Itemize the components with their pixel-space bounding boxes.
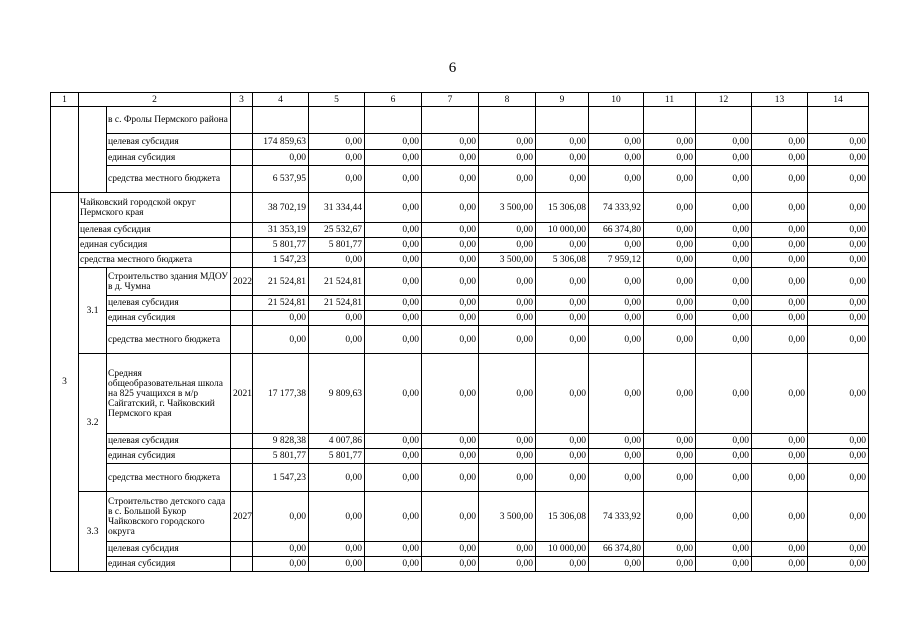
value-cell: 0,00 [589, 311, 644, 326]
table-row [51, 326, 869, 354]
empty-cell [808, 107, 869, 134]
value-cell: 17 177,38 [253, 354, 309, 434]
budget-table [50, 92, 869, 572]
value-cell: 0,00 [365, 354, 422, 434]
table-row [51, 238, 869, 253]
value-cell: 0,00 [309, 464, 365, 492]
row-label: единая субсидия [79, 238, 231, 253]
value-cell: 0,00 [309, 311, 365, 326]
value-cell: 0,00 [253, 557, 309, 572]
value-cell: 0,00 [589, 354, 644, 434]
empty-cell [309, 107, 365, 134]
empty-cell [231, 134, 253, 150]
value-cell: 0,00 [808, 542, 869, 557]
value-cell: 0,00 [752, 354, 808, 434]
value-cell: 0,00 [536, 268, 589, 296]
empty-cell [231, 150, 253, 166]
value-cell: 0,00 [644, 166, 696, 193]
value-cell: 0,00 [422, 434, 479, 449]
value-cell: 0,00 [644, 326, 696, 354]
row-label: целевая субсидия [107, 542, 231, 557]
row-label: средства местного бюджета [107, 166, 231, 193]
value-cell: 0,00 [696, 253, 752, 268]
value-cell: 74 333,92 [589, 492, 644, 542]
value-cell: 0,00 [808, 326, 869, 354]
value-cell: 0,00 [644, 542, 696, 557]
column-header: 1 [51, 93, 79, 107]
value-cell: 10 000,00 [536, 223, 589, 238]
value-cell: 0,00 [644, 193, 696, 223]
value-cell: 0,00 [309, 492, 365, 542]
table-row [51, 542, 869, 557]
value-cell: 7 959,12 [589, 253, 644, 268]
column-header: 6 [365, 93, 422, 107]
value-cell: 0,00 [589, 238, 644, 253]
value-cell: 31 353,19 [253, 223, 309, 238]
value-cell: 0,00 [365, 449, 422, 464]
value-cell: 0,00 [589, 449, 644, 464]
value-cell: 0,00 [365, 166, 422, 193]
value-cell: 0,00 [479, 166, 536, 193]
value-cell: 0,00 [365, 464, 422, 492]
value-cell: 0,00 [536, 311, 589, 326]
empty-cell [253, 107, 309, 134]
empty-cell [231, 449, 253, 464]
row-label: единая субсидия [107, 557, 231, 572]
empty-cell [365, 107, 422, 134]
value-cell: 0,00 [808, 253, 869, 268]
value-cell: 0,00 [808, 464, 869, 492]
value-cell: 0,00 [365, 557, 422, 572]
empty-cell [51, 107, 79, 193]
value-cell: 0,00 [422, 449, 479, 464]
table-row [51, 107, 869, 134]
value-cell: 0,00 [589, 296, 644, 311]
value-cell: 0,00 [808, 238, 869, 253]
table-row [51, 464, 869, 492]
section-number-cell: 3 [51, 193, 79, 572]
value-cell: 31 334,44 [309, 193, 365, 223]
value-cell: 0,00 [696, 150, 752, 166]
value-cell: 0,00 [422, 193, 479, 223]
value-cell: 0,00 [479, 449, 536, 464]
value-cell: 21 524,81 [253, 268, 309, 296]
value-cell: 0,00 [696, 296, 752, 311]
table-row [51, 193, 869, 223]
row-label: средства местного бюджета [107, 464, 231, 492]
value-cell: 0,00 [644, 354, 696, 434]
table-row [51, 311, 869, 326]
value-cell: 0,00 [644, 464, 696, 492]
value-cell: 0,00 [752, 296, 808, 311]
value-cell: 0,00 [422, 134, 479, 150]
empty-cell [231, 253, 253, 268]
value-cell: 174 859,63 [253, 134, 309, 150]
value-cell: 0,00 [752, 311, 808, 326]
column-header: 13 [752, 93, 808, 107]
column-header: 5 [309, 93, 365, 107]
value-cell: 0,00 [808, 150, 869, 166]
value-cell: 0,00 [422, 492, 479, 542]
value-cell: 0,00 [479, 311, 536, 326]
value-cell: 0,00 [808, 449, 869, 464]
value-cell: 25 532,67 [309, 223, 365, 238]
value-cell: 0,00 [808, 492, 869, 542]
value-cell: 0,00 [644, 492, 696, 542]
value-cell: 0,00 [365, 492, 422, 542]
value-cell: 0,00 [644, 557, 696, 572]
value-cell: 21 524,81 [309, 268, 365, 296]
value-cell: 0,00 [422, 268, 479, 296]
empty-cell [696, 107, 752, 134]
row-label: средства местного бюджета [79, 253, 231, 268]
value-cell: 0,00 [752, 166, 808, 193]
value-cell: 0,00 [696, 134, 752, 150]
table-row [51, 268, 869, 296]
value-cell: 0,00 [644, 253, 696, 268]
value-cell: 0,00 [644, 268, 696, 296]
object-title: Строительство детского сада в с. Большой Букор Чайковского городского округа [107, 492, 231, 542]
empty-cell [231, 557, 253, 572]
value-cell: 0,00 [696, 434, 752, 449]
value-cell: 0,00 [752, 449, 808, 464]
value-cell: 0,00 [365, 223, 422, 238]
value-cell: 0,00 [365, 134, 422, 150]
item-number: 3.1 [79, 268, 107, 354]
table-row [51, 492, 869, 542]
table-row [51, 449, 869, 464]
value-cell: 0,00 [644, 238, 696, 253]
value-cell: 0,00 [696, 223, 752, 238]
value-cell: 0,00 [309, 253, 365, 268]
value-cell: 5 801,77 [309, 449, 365, 464]
table-row [51, 253, 869, 268]
row-label: единая субсидия [107, 150, 231, 166]
value-cell: 0,00 [536, 464, 589, 492]
value-cell: 0,00 [696, 311, 752, 326]
value-cell: 0,00 [808, 193, 869, 223]
value-cell: 0,00 [808, 311, 869, 326]
item-number: 3.2 [79, 354, 107, 492]
empty-cell [589, 107, 644, 134]
item-number: 3.3 [79, 492, 107, 572]
value-cell: 15 306,08 [536, 193, 589, 223]
district-title: Чайковский городской округ Пермского края [79, 193, 231, 223]
value-cell: 0,00 [808, 268, 869, 296]
empty-cell [479, 107, 536, 134]
table-row [51, 434, 869, 449]
value-cell: 0,00 [589, 464, 644, 492]
value-cell: 3 500,00 [479, 193, 536, 223]
empty-cell [752, 107, 808, 134]
value-cell: 3 500,00 [479, 253, 536, 268]
table-row [51, 296, 869, 311]
value-cell: 0,00 [696, 354, 752, 434]
value-cell: 0,00 [479, 542, 536, 557]
value-cell: 0,00 [422, 311, 479, 326]
value-cell: 0,00 [422, 150, 479, 166]
value-cell: 0,00 [309, 134, 365, 150]
value-cell: 21 524,81 [253, 296, 309, 311]
value-cell: 0,00 [365, 296, 422, 311]
value-cell: 0,00 [536, 449, 589, 464]
row-label: единая субсидия [107, 311, 231, 326]
empty-cell [231, 311, 253, 326]
value-cell: 0,00 [808, 434, 869, 449]
value-cell: 0,00 [752, 238, 808, 253]
value-cell: 0,00 [589, 166, 644, 193]
value-cell: 0,00 [365, 150, 422, 166]
value-cell: 21 524,81 [309, 296, 365, 311]
row-label: целевая субсидия [107, 434, 231, 449]
value-cell: 0,00 [422, 557, 479, 572]
value-cell: 10 000,00 [536, 542, 589, 557]
empty-cell [231, 326, 253, 354]
value-cell: 0,00 [536, 150, 589, 166]
value-cell: 0,00 [365, 311, 422, 326]
empty-cell [231, 296, 253, 311]
value-cell: 0,00 [422, 464, 479, 492]
table-row [51, 150, 869, 166]
value-cell: 0,00 [644, 449, 696, 464]
column-header: 4 [253, 93, 309, 107]
value-cell: 0,00 [808, 296, 869, 311]
value-cell: 0,00 [253, 311, 309, 326]
value-cell: 0,00 [536, 326, 589, 354]
value-cell: 0,00 [479, 223, 536, 238]
value-cell: 0,00 [253, 492, 309, 542]
table-row [51, 93, 869, 107]
value-cell: 9 809,63 [309, 354, 365, 434]
value-cell: 74 333,92 [589, 193, 644, 223]
empty-cell [422, 107, 479, 134]
value-cell: 3 500,00 [479, 492, 536, 542]
value-cell: 1 547,23 [253, 253, 309, 268]
page-number: 6 [448, 60, 457, 76]
value-cell: 0,00 [808, 557, 869, 572]
value-cell: 0,00 [752, 464, 808, 492]
table-row [51, 557, 869, 572]
value-cell: 0,00 [808, 166, 869, 193]
value-cell: 0,00 [479, 134, 536, 150]
value-cell: 0,00 [253, 542, 309, 557]
value-cell: 0,00 [752, 223, 808, 238]
value-cell: 0,00 [536, 354, 589, 434]
value-cell: 0,00 [644, 223, 696, 238]
column-header: 12 [696, 93, 752, 107]
value-cell: 0,00 [536, 134, 589, 150]
value-cell: 0,00 [536, 238, 589, 253]
table-row [51, 166, 869, 193]
value-cell: 0,00 [644, 134, 696, 150]
value-cell: 66 374,80 [589, 542, 644, 557]
value-cell: 5 801,77 [253, 449, 309, 464]
value-cell: 0,00 [422, 542, 479, 557]
value-cell: 0,00 [808, 223, 869, 238]
value-cell: 0,00 [589, 268, 644, 296]
value-cell: 0,00 [309, 166, 365, 193]
value-cell: 0,00 [479, 464, 536, 492]
object-title: в с. Фролы Пермского района [107, 107, 231, 134]
value-cell: 0,00 [422, 238, 479, 253]
value-cell: 0,00 [752, 557, 808, 572]
value-cell: 0,00 [696, 557, 752, 572]
value-cell: 0,00 [752, 434, 808, 449]
row-label: средства местного бюджета [107, 326, 231, 354]
value-cell: 0,00 [644, 296, 696, 311]
empty-cell [231, 107, 253, 134]
value-cell: 0,00 [808, 134, 869, 150]
value-cell: 5 801,77 [309, 238, 365, 253]
empty-cell [79, 107, 107, 193]
value-cell: 66 374,80 [589, 223, 644, 238]
value-cell: 0,00 [365, 193, 422, 223]
row-label: единая субсидия [107, 449, 231, 464]
value-cell: 5 801,77 [253, 238, 309, 253]
value-cell: 0,00 [696, 449, 752, 464]
value-cell: 0,00 [696, 492, 752, 542]
value-cell: 0,00 [479, 150, 536, 166]
value-cell: 0,00 [365, 238, 422, 253]
column-header: 10 [589, 93, 644, 107]
value-cell: 0,00 [752, 253, 808, 268]
empty-cell [231, 238, 253, 253]
empty-cell [231, 193, 253, 223]
value-cell: 0,00 [696, 193, 752, 223]
empty-cell [231, 223, 253, 238]
value-cell: 0,00 [422, 354, 479, 434]
value-cell: 0,00 [752, 150, 808, 166]
value-cell: 0,00 [479, 326, 536, 354]
empty-cell [231, 434, 253, 449]
table-row [51, 223, 869, 238]
value-cell: 0,00 [589, 326, 644, 354]
value-cell: 0,00 [589, 434, 644, 449]
value-cell: 15 306,08 [536, 492, 589, 542]
column-header: 2 [79, 93, 231, 107]
value-cell: 0,00 [479, 434, 536, 449]
value-cell: 0,00 [253, 150, 309, 166]
value-cell: 0,00 [589, 134, 644, 150]
value-cell: 0,00 [422, 223, 479, 238]
value-cell: 0,00 [696, 268, 752, 296]
value-cell: 0,00 [309, 557, 365, 572]
value-cell: 0,00 [365, 542, 422, 557]
value-cell: 0,00 [253, 326, 309, 354]
value-cell: 1 547,23 [253, 464, 309, 492]
value-cell: 6 537,95 [253, 166, 309, 193]
value-cell: 0,00 [309, 542, 365, 557]
value-cell: 9 828,38 [253, 434, 309, 449]
value-cell: 0,00 [479, 296, 536, 311]
year-cell: 2027 [231, 492, 253, 542]
column-header: 3 [231, 93, 253, 107]
empty-cell [644, 107, 696, 134]
row-label: целевая субсидия [107, 134, 231, 150]
value-cell: 0,00 [365, 268, 422, 296]
column-header: 14 [808, 93, 869, 107]
value-cell: 0,00 [536, 166, 589, 193]
value-cell: 0,00 [644, 434, 696, 449]
year-cell: 2022 [231, 268, 253, 296]
value-cell: 0,00 [752, 542, 808, 557]
value-cell: 0,00 [479, 238, 536, 253]
value-cell: 0,00 [589, 150, 644, 166]
column-header: 11 [644, 93, 696, 107]
column-header: 7 [422, 93, 479, 107]
column-header: 9 [536, 93, 589, 107]
value-cell: 0,00 [422, 326, 479, 354]
value-cell: 0,00 [696, 166, 752, 193]
value-cell: 0,00 [536, 434, 589, 449]
row-label: целевая субсидия [79, 223, 231, 238]
value-cell: 0,00 [536, 557, 589, 572]
value-cell: 4 007,86 [309, 434, 365, 449]
value-cell: 0,00 [696, 238, 752, 253]
value-cell: 0,00 [422, 253, 479, 268]
value-cell: 0,00 [365, 434, 422, 449]
table-row [51, 134, 869, 150]
object-title: Строительство здания МДОУ в д. Чумна [107, 268, 231, 296]
empty-cell [231, 542, 253, 557]
value-cell: 0,00 [644, 311, 696, 326]
value-cell: 0,00 [479, 557, 536, 572]
value-cell: 0,00 [752, 268, 808, 296]
empty-cell [536, 107, 589, 134]
row-label: целевая субсидия [107, 296, 231, 311]
value-cell: 0,00 [644, 150, 696, 166]
value-cell: 0,00 [365, 253, 422, 268]
value-cell: 0,00 [479, 354, 536, 434]
value-cell: 0,00 [808, 354, 869, 434]
value-cell: 0,00 [309, 150, 365, 166]
value-cell: 0,00 [696, 464, 752, 492]
value-cell: 0,00 [696, 326, 752, 354]
value-cell: 0,00 [422, 296, 479, 311]
value-cell: 0,00 [536, 296, 589, 311]
value-cell: 0,00 [589, 557, 644, 572]
empty-cell [231, 166, 253, 193]
table-row [51, 354, 869, 434]
value-cell: 0,00 [752, 193, 808, 223]
value-cell: 0,00 [696, 542, 752, 557]
value-cell: 0,00 [752, 326, 808, 354]
empty-cell [231, 464, 253, 492]
value-cell: 0,00 [752, 492, 808, 542]
value-cell: 0,00 [422, 166, 479, 193]
value-cell: 0,00 [479, 268, 536, 296]
object-title: Средняя общеобразовательная школа на 825 учащихся в м/р Сайгатский, г. Чайковский Пермского края [107, 354, 231, 434]
year-cell: 2021 [231, 354, 253, 434]
value-cell: 38 702,19 [253, 193, 309, 223]
value-cell: 0,00 [365, 326, 422, 354]
value-cell: 0,00 [752, 134, 808, 150]
column-header: 8 [479, 93, 536, 107]
value-cell: 0,00 [309, 326, 365, 354]
value-cell: 5 306,08 [536, 253, 589, 268]
